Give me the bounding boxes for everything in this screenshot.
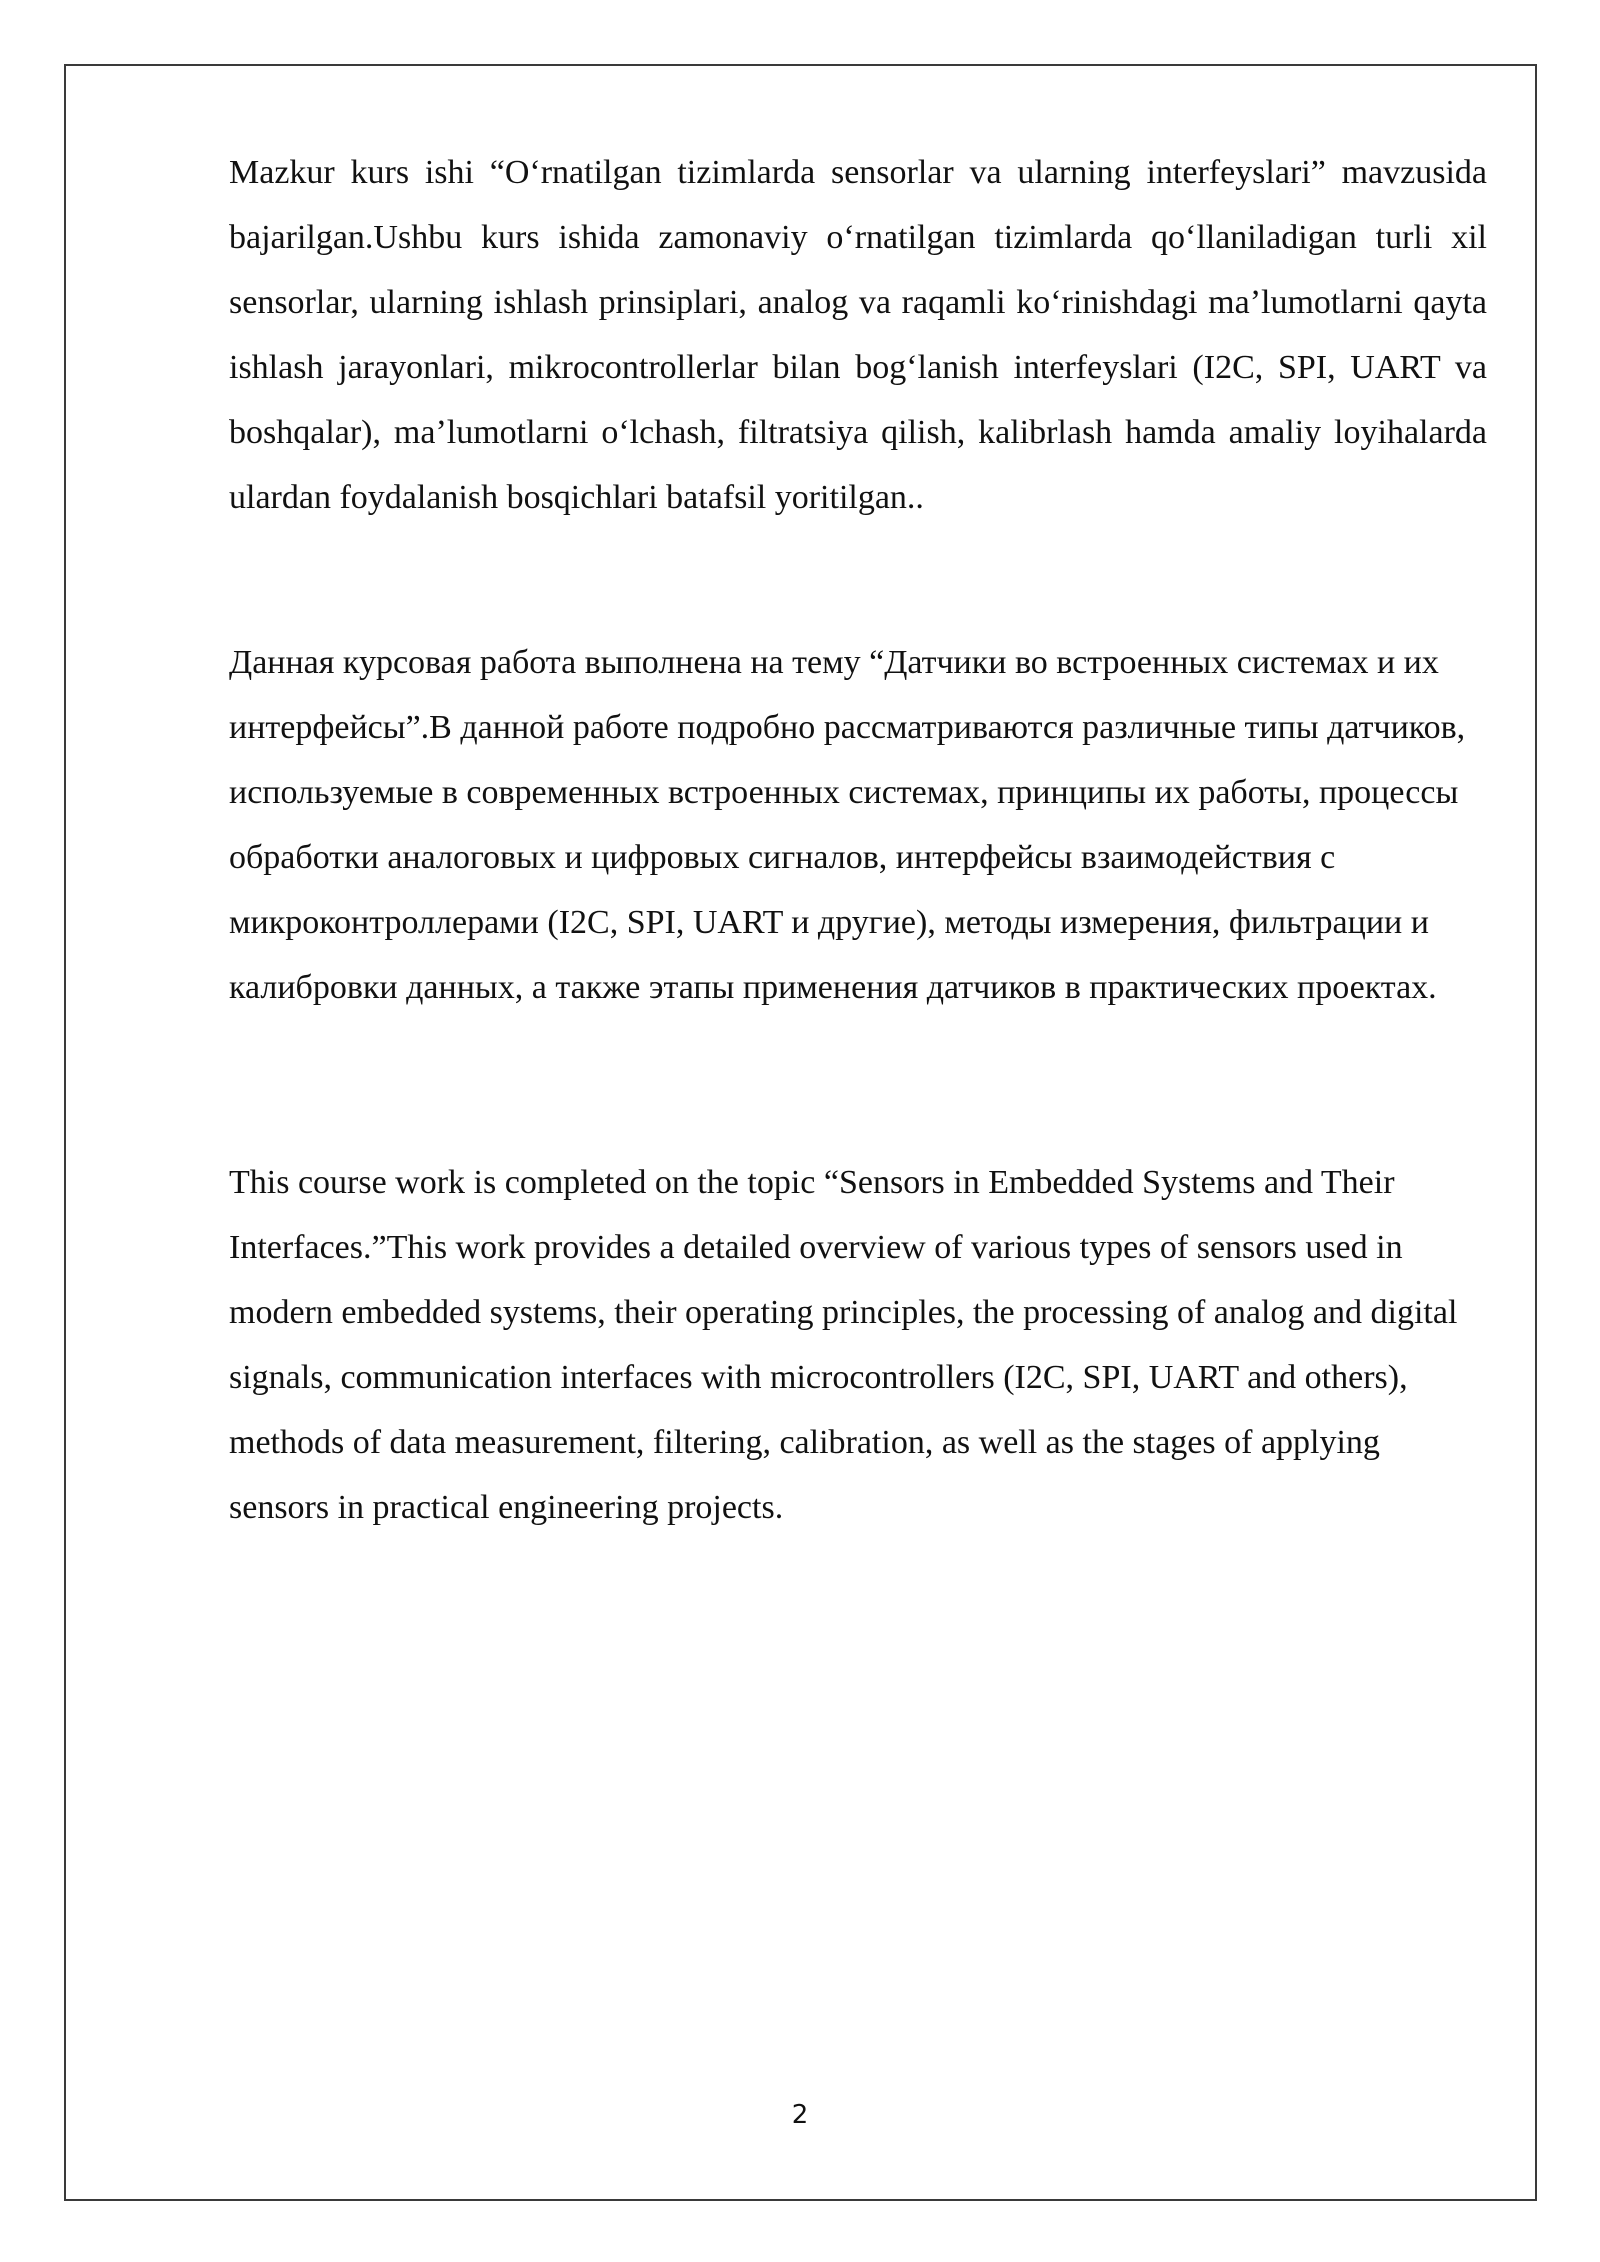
- abstract-english-paragraph: This course work is completed on the topic “Sensors in Embedded Systems and Their Interfaces.”This work provides a detailed overview of various types of sensors used in modern embedded systems, their operating principles, the processing of analog and digital signals, communication interfaces with microcontrollers (I2C, SPI, UART and others), methods of data measurement, filtering, calibration, as well as the stages of applying sensors in practical engineering projects.: [229, 1164, 1458, 1526]
- abstract-uzbek-paragraph: Mazkur kurs ishi “Oʻrnatilgan tizimlarda sensorlar va ularning interfeyslari” mavzusida bajarilgan.Ushbu kurs ishida zamonaviy oʻrnatilgan tizimlarda qoʻllaniladigan turli xil sensorlar, ularning ishlash prinsiplari, analog va raqamli koʻrinishdagi maʼlumotlarni qayta ishlash jarayonlari, mikrocontrollerlar bilan bogʻlanish interfeyslari (I2C, SPI, UART va boshqalar), maʼlumotlarni oʻlchash, filtratsiya qilish, kalibrlash hamda amaliy loyihalarda ulardan foydalanish bosqichlari batafsil yoritilgan..: [229, 154, 1487, 516]
- abstract-russian-paragraph: Данная курсовая работа выполнена на тему “Датчики во встроенных системах и их интерфейсы”.В данной работе подробно рассматриваются различные типы датчиков, используемые в современных встроенных системах, принципы их работы, процессы обработки аналоговых и цифровых сигналов, интерфейсы взаимодействия с микроконтроллерами (I2C, SPI, UART и другие), методы измерения, фильтрации и калибровки данных, а также этапы применения датчиков в практических проектах.: [229, 644, 1466, 1006]
- page-number: 2: [791, 2100, 809, 2130]
- page-body: [229, 140, 1487, 1540]
